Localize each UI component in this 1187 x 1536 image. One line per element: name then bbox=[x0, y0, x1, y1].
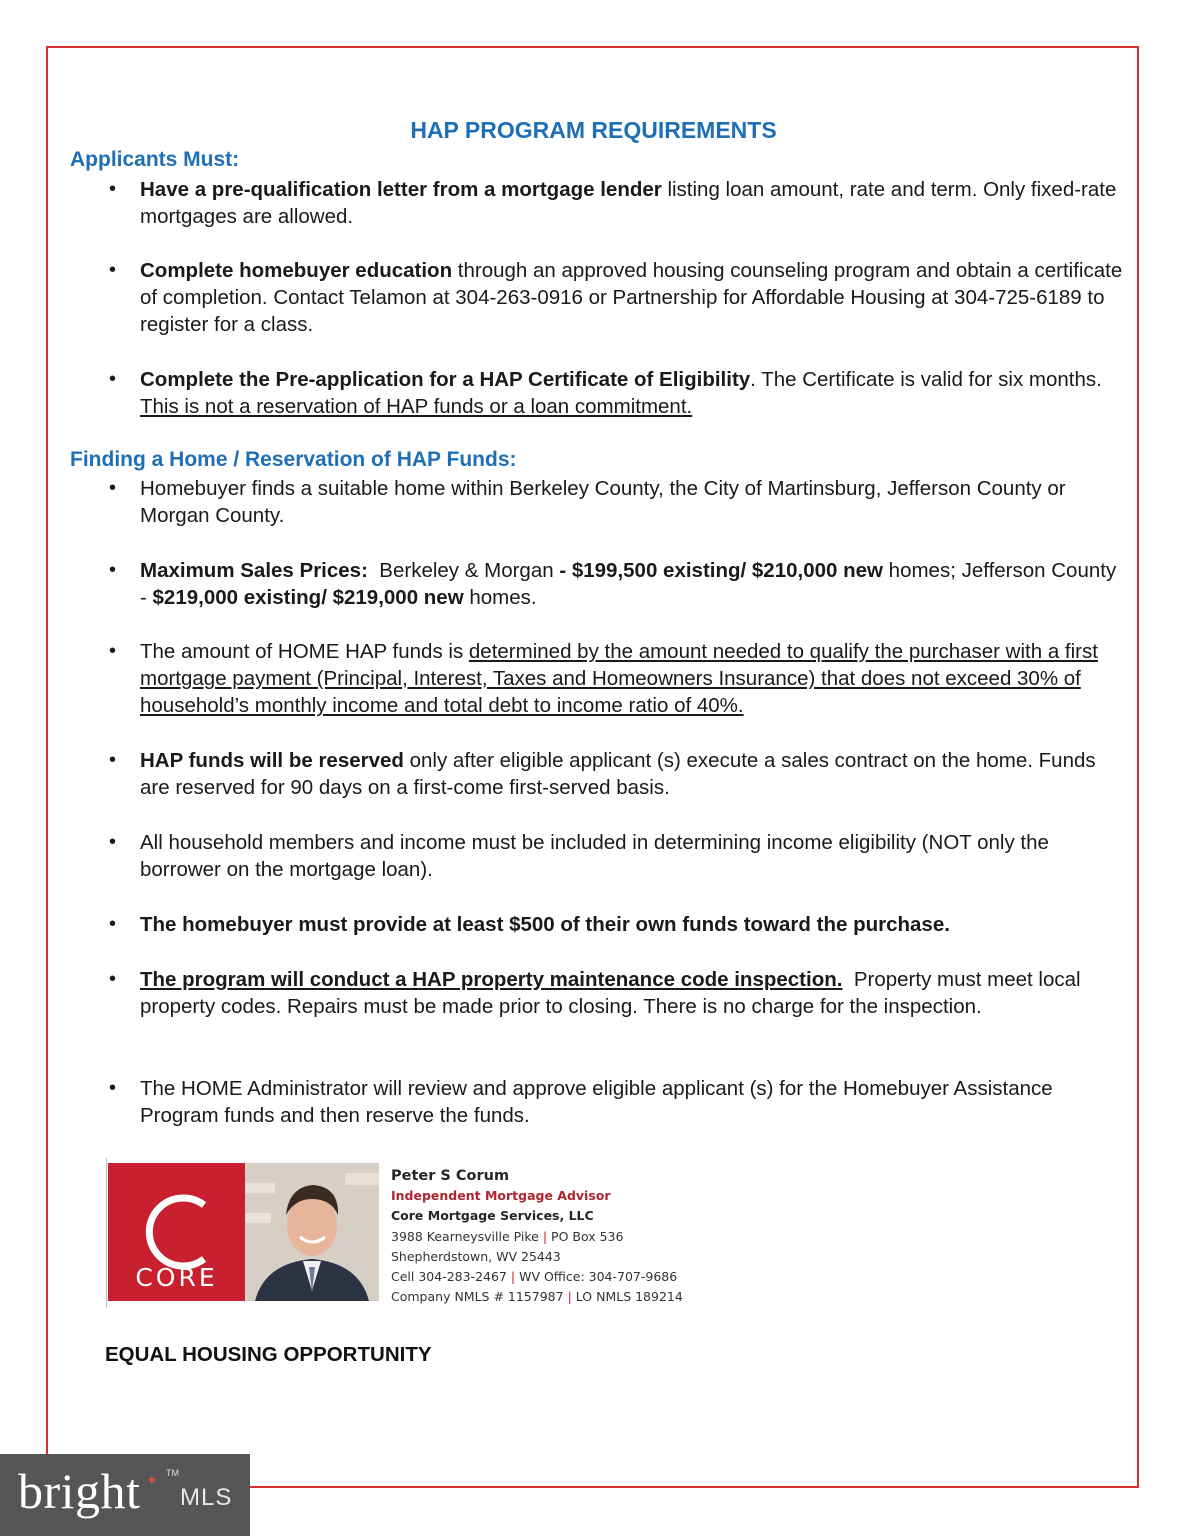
bright-mls-watermark bbox=[0, 1454, 250, 1536]
equal-housing-notice: EQUAL HOUSING OPPORTUNITY bbox=[105, 1343, 432, 1366]
bullet-icon: • bbox=[109, 178, 117, 200]
list-item: • All household members and income must be included in determining income eligibility (NOT only the borrower on the mortgage loan). bbox=[109, 831, 1049, 881]
advisor-role: Independent Mortgage Advisor bbox=[391, 1188, 611, 1204]
watermark-suffix: MLS bbox=[180, 1484, 233, 1511]
core-logo bbox=[108, 1163, 245, 1301]
bullet-icon: • bbox=[109, 640, 117, 662]
core-logo-word: CORE bbox=[135, 1263, 218, 1292]
list-item: • Have a pre-qualification letter from a mortgage lender listing loan amount, rate and term. Only fixed-rate mortgages are allowed. bbox=[109, 178, 1117, 228]
watermark-tm: TM bbox=[166, 1468, 179, 1478]
phone-line: Cell 304-283-2467 | WV Office: 304-707-9686 bbox=[391, 1269, 678, 1285]
bullet-icon: • bbox=[109, 259, 117, 281]
address-line-2: Shepherdstown, WV 25443 bbox=[391, 1248, 561, 1264]
bullet-icon: • bbox=[109, 559, 117, 581]
list-item: • The program will conduct a HAP property maintenance code inspection. Property must meet local property codes. Repairs must be made prior to closing. There is no charge for the inspection. bbox=[109, 968, 1087, 1018]
company-name: Core Mortgage Services, LLC bbox=[391, 1208, 594, 1224]
advisor-photo bbox=[245, 1163, 379, 1301]
list-item: • The HOME Administrator will review and approve eligible applicant (s) for the Homebuyer Assistance Program funds and then reserve the funds. bbox=[109, 1077, 1053, 1127]
bullet-icon: • bbox=[109, 749, 117, 771]
advisor-name: Peter S Corum bbox=[391, 1168, 510, 1184]
watermark-brand: bright bbox=[18, 1463, 141, 1519]
list-item: • Maximum Sales Prices: Berkeley & Morgan - $199,500 existing/ $210,000 new homes; Jefferson County - $219,000 existing/ $219,000 new homes. bbox=[109, 559, 1117, 609]
bullet-icon: • bbox=[109, 831, 117, 853]
section-heading-applicants: Applicants Must: bbox=[70, 148, 240, 171]
list-item: • Complete the Pre-application for a HAP Certificate of Eligibility. The Certificate is valid for six months. This is not a reservation of HAP funds or a loan commitment. bbox=[109, 368, 1102, 418]
bullet-icon: • bbox=[109, 968, 117, 990]
address-line-1: 3988 Kearneysville Pike | PO Box 536 bbox=[391, 1228, 624, 1244]
list-item: • Homebuyer finds a suitable home within Berkeley County, the City of Martinsburg, Jefferson County or Morgan County. bbox=[109, 477, 1066, 527]
page-title: HAP PROGRAM REQUIREMENTS bbox=[410, 117, 777, 143]
contact-card bbox=[391, 1166, 683, 1307]
section-heading-finding-home: Finding a Home / Reservation of HAP Funds: bbox=[70, 448, 517, 471]
list-item: • HAP funds will be reserved only after eligible applicant (s) execute a sales contract on the home. Funds are reserved for 90 days on a first-come first-served basis. bbox=[109, 749, 1096, 799]
bullet-icon: • bbox=[109, 477, 117, 499]
list-item: • Complete homebuyer education through an approved housing counseling program and obtain a certificate of completion. Contact Telamon at 304-263-0916 or Partnership for Affordable Housing at 304-725-6189 to register for a class. bbox=[109, 259, 1123, 336]
nmls-line: Company NMLS # 1157987 | LO NMLS 189214 bbox=[391, 1289, 683, 1305]
bullet-icon: • bbox=[109, 368, 117, 390]
spark-icon: ✦ bbox=[146, 1472, 158, 1488]
bullet-icon: • bbox=[109, 1077, 117, 1099]
list-item: • The homebuyer must provide at least $500 of their own funds toward the purchase. bbox=[109, 913, 950, 936]
bullet-icon: • bbox=[109, 913, 117, 935]
person-icon bbox=[245, 1163, 379, 1301]
list-item: • The amount of HOME HAP funds is determined by the amount needed to qualify the purchaser with a first mortgage payment (Principal, Interest, Taxes and Homeowners Insurance) that does not exceed 30% of household’s monthly income and total debt to income ratio of 40%. bbox=[109, 640, 1098, 717]
card-divider bbox=[106, 1158, 107, 1308]
